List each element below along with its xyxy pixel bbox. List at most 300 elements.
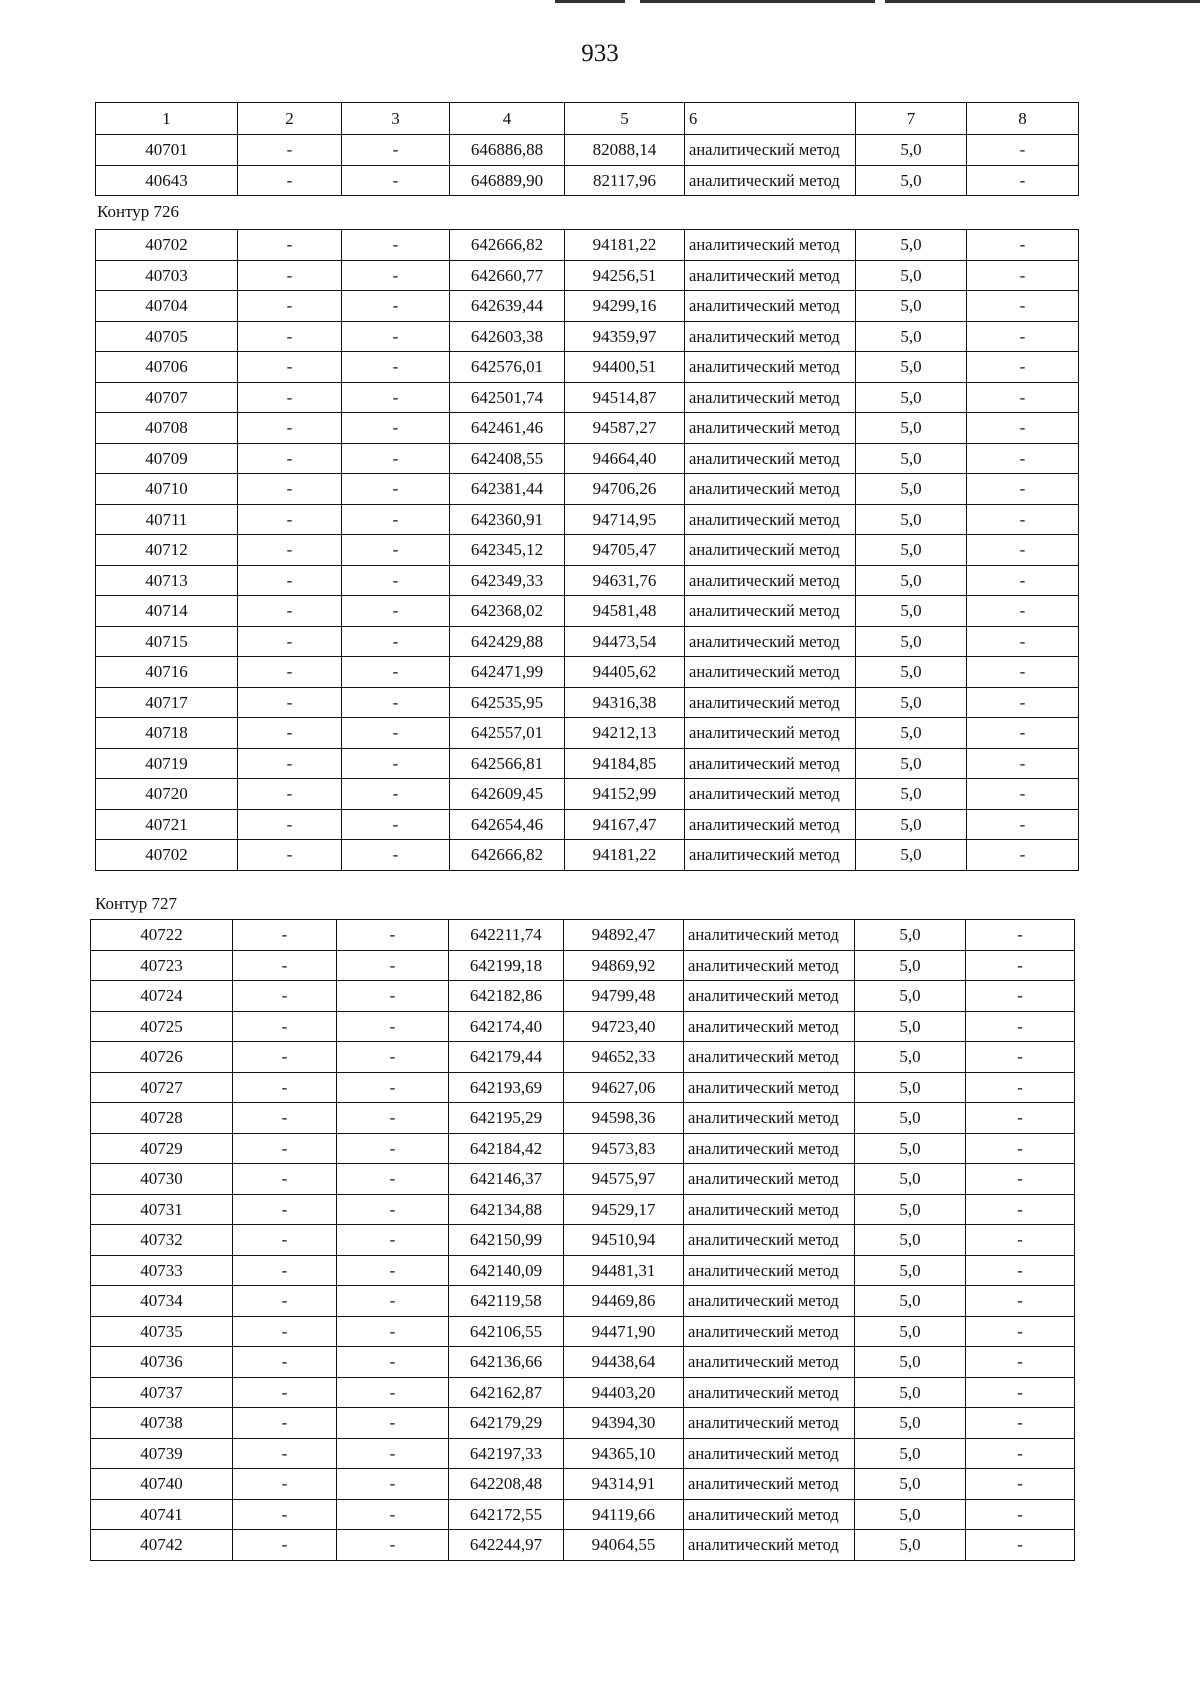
table-cell: 40709: [96, 443, 238, 474]
table-cell: -: [342, 657, 450, 688]
table-cell: -: [337, 981, 449, 1012]
table-row: [96, 718, 1079, 749]
table-row: [91, 1072, 1075, 1103]
table-cell: 40730: [91, 1164, 233, 1195]
table-cell: 642471,99: [450, 657, 565, 688]
table-cell: -: [233, 1469, 337, 1500]
coordinates-table-section-727: [90, 919, 1075, 1561]
table-cell: аналитический метод: [684, 1347, 855, 1378]
table-cell: -: [966, 1103, 1075, 1134]
table-cell: 94064,55: [564, 1530, 684, 1561]
table-cell: 94705,47: [565, 535, 685, 566]
table-cell: -: [967, 687, 1079, 718]
table-cell: 642244,97: [449, 1530, 564, 1561]
table-cell: 642174,40: [449, 1011, 564, 1042]
table-cell: аналитический метод: [684, 1438, 855, 1469]
table-cell: -: [238, 687, 342, 718]
table-cell: 94664,40: [565, 443, 685, 474]
table-cell: 5,0: [856, 596, 967, 627]
table-cell: 5,0: [856, 779, 967, 810]
table-cell: 5,0: [855, 1011, 966, 1042]
table-cell: -: [337, 1469, 449, 1500]
table-cell: 40734: [91, 1286, 233, 1317]
table-row: [91, 950, 1075, 981]
table-cell: -: [966, 1438, 1075, 1469]
table-cell: -: [238, 291, 342, 322]
table-cell: 642381,44: [450, 474, 565, 505]
table-cell: 94469,86: [564, 1286, 684, 1317]
table-cell: 5,0: [856, 291, 967, 322]
table-row: [91, 1133, 1075, 1164]
scan-edge-rule: [640, 0, 875, 3]
table-cell: 94598,36: [564, 1103, 684, 1134]
table-cell: 94405,62: [565, 657, 685, 688]
table-cell: -: [337, 950, 449, 981]
table-cell: 642535,95: [450, 687, 565, 718]
table-cell: 5,0: [855, 1255, 966, 1286]
table-cell: аналитический метод: [685, 504, 856, 535]
table-cell: 5,0: [855, 1499, 966, 1530]
scan-edge-rule: [555, 0, 625, 3]
table-cell: 5,0: [855, 1469, 966, 1500]
table-cell: -: [233, 1194, 337, 1225]
table-cell: -: [238, 657, 342, 688]
page-number: 933: [581, 40, 619, 67]
table-cell: -: [233, 920, 337, 951]
table-cell: 40724: [91, 981, 233, 1012]
coordinates-table-top: [95, 102, 1079, 196]
table-row: [91, 1225, 1075, 1256]
table-cell: аналитический метод: [684, 981, 855, 1012]
table-cell: 642639,44: [450, 291, 565, 322]
table-cell: 40715: [96, 626, 238, 657]
table-row: [91, 1438, 1075, 1469]
table-cell: -: [342, 748, 450, 779]
table-cell: 642106,55: [449, 1316, 564, 1347]
table-cell: 5,0: [856, 382, 967, 413]
table-cell: 94256,51: [565, 260, 685, 291]
table-cell: 5,0: [856, 535, 967, 566]
table-cell: аналитический метод: [685, 291, 856, 322]
table-row: [96, 809, 1079, 840]
table-row: [96, 135, 1079, 166]
table-cell: 5,0: [855, 920, 966, 951]
table-cell: -: [966, 1072, 1075, 1103]
table-cell: -: [238, 474, 342, 505]
table-cell: аналитический метод: [685, 840, 856, 871]
table-cell: -: [233, 1530, 337, 1561]
table-cell: -: [233, 981, 337, 1012]
table-cell: -: [238, 596, 342, 627]
table-cell: 5,0: [856, 352, 967, 383]
table-cell: 642162,87: [449, 1377, 564, 1408]
table-cell: 40705: [96, 321, 238, 352]
table-cell: 5,0: [855, 1438, 966, 1469]
table-cell: -: [238, 382, 342, 413]
table-cell: 40725: [91, 1011, 233, 1042]
table-cell: 642136,66: [449, 1347, 564, 1378]
table-row: [96, 565, 1079, 596]
table-cell: 5,0: [855, 950, 966, 981]
table-cell: 5,0: [856, 135, 967, 166]
table-cell: 40703: [96, 260, 238, 291]
table-cell: 5,0: [856, 657, 967, 688]
table-cell: аналитический метод: [684, 1530, 855, 1561]
table-cell: -: [238, 565, 342, 596]
table-cell: 40702: [96, 840, 238, 871]
table-cell: 94714,95: [565, 504, 685, 535]
table-cell: -: [966, 1133, 1075, 1164]
table-cell: -: [337, 1347, 449, 1378]
table-cell: аналитический метод: [684, 1164, 855, 1195]
table-cell: -: [967, 382, 1079, 413]
table-cell: аналитический метод: [684, 920, 855, 951]
table-cell: 40706: [96, 352, 238, 383]
table-row: [91, 1530, 1075, 1561]
table-cell: -: [233, 1042, 337, 1073]
table-cell: 94587,27: [565, 413, 685, 444]
table-cell: -: [966, 1469, 1075, 1500]
table-row: [91, 1377, 1075, 1408]
table-row: [91, 1469, 1075, 1500]
table-cell: -: [238, 504, 342, 535]
table-cell: 94400,51: [565, 352, 685, 383]
table-cell: 94473,54: [565, 626, 685, 657]
table-row: [96, 779, 1079, 810]
table-row: [96, 321, 1079, 352]
table-cell: 94359,97: [565, 321, 685, 352]
table-cell: 642199,18: [449, 950, 564, 981]
table-cell: -: [966, 981, 1075, 1012]
table-cell: аналитический метод: [685, 474, 856, 505]
table-cell: 5,0: [856, 260, 967, 291]
table-cell: 40742: [91, 1530, 233, 1561]
table-cell: 40702: [96, 230, 238, 261]
table-cell: 94152,99: [565, 779, 685, 810]
table-cell: 40713: [96, 565, 238, 596]
table-cell: 5,0: [855, 1133, 966, 1164]
table-cell: аналитический метод: [684, 1133, 855, 1164]
table-row: [96, 748, 1079, 779]
table-cell: -: [967, 321, 1079, 352]
table-cell: 94723,40: [564, 1011, 684, 1042]
table-cell: 642195,29: [449, 1103, 564, 1134]
table-cell: аналитический метод: [685, 687, 856, 718]
table-cell: -: [966, 1347, 1075, 1378]
table-cell: -: [342, 596, 450, 627]
table-cell: -: [238, 748, 342, 779]
table-cell: 642184,42: [449, 1133, 564, 1164]
table-cell: 642603,38: [450, 321, 565, 352]
table-cell: 40731: [91, 1194, 233, 1225]
column-header: 6: [685, 103, 856, 135]
table-cell: 40736: [91, 1347, 233, 1378]
table-cell: аналитический метод: [684, 1469, 855, 1500]
table-row: [96, 596, 1079, 627]
table-cell: -: [337, 1255, 449, 1286]
table-cell: 94471,90: [564, 1316, 684, 1347]
table-cell: -: [967, 443, 1079, 474]
table-row: [96, 165, 1079, 196]
table-cell: 642576,01: [450, 352, 565, 383]
table-cell: аналитический метод: [684, 1286, 855, 1317]
table-cell: 94514,87: [565, 382, 685, 413]
table-cell: 40719: [96, 748, 238, 779]
table-cell: -: [967, 165, 1079, 196]
table-cell: -: [967, 230, 1079, 261]
table-row: [91, 1408, 1075, 1439]
table-cell: аналитический метод: [685, 748, 856, 779]
table-cell: -: [238, 260, 342, 291]
table-cell: 642134,88: [449, 1194, 564, 1225]
table-cell: 40720: [96, 779, 238, 810]
table-cell: -: [966, 1286, 1075, 1317]
table-cell: 94167,47: [565, 809, 685, 840]
table-cell: аналитический метод: [684, 1225, 855, 1256]
table-cell: -: [238, 413, 342, 444]
table-cell: 646886,88: [450, 135, 565, 166]
table-cell: аналитический метод: [685, 718, 856, 749]
table-cell: 40737: [91, 1377, 233, 1408]
table-cell: аналитический метод: [684, 950, 855, 981]
table-cell: 94181,22: [565, 230, 685, 261]
table-cell: 40733: [91, 1255, 233, 1286]
table-row: [96, 687, 1079, 718]
table-cell: 40732: [91, 1225, 233, 1256]
table-cell: 642179,44: [449, 1042, 564, 1073]
table-cell: аналитический метод: [684, 1072, 855, 1103]
table-cell: -: [233, 1316, 337, 1347]
table-cell: 642660,77: [450, 260, 565, 291]
table-row: [96, 840, 1079, 871]
table-cell: 5,0: [856, 230, 967, 261]
table-cell: -: [966, 1408, 1075, 1439]
table-cell: 5,0: [855, 1530, 966, 1561]
table-cell: 40714: [96, 596, 238, 627]
table-cell: -: [337, 1103, 449, 1134]
table-cell: 40728: [91, 1103, 233, 1134]
table-cell: 82088,14: [565, 135, 685, 166]
table-row: [96, 382, 1079, 413]
table-cell: 5,0: [855, 1286, 966, 1317]
table-cell: 5,0: [856, 687, 967, 718]
table-cell: 94316,38: [565, 687, 685, 718]
table-cell: -: [967, 535, 1079, 566]
table-cell: -: [966, 1225, 1075, 1256]
table-cell: -: [337, 1133, 449, 1164]
table-cell: -: [337, 1042, 449, 1073]
table-row: [91, 1194, 1075, 1225]
table-cell: аналитический метод: [685, 230, 856, 261]
table-cell: -: [342, 321, 450, 352]
table-cell: 94394,30: [564, 1408, 684, 1439]
table-row: [96, 443, 1079, 474]
table-cell: 94799,48: [564, 981, 684, 1012]
table-cell: 94438,64: [564, 1347, 684, 1378]
table-cell: -: [233, 950, 337, 981]
table-cell: 642208,48: [449, 1469, 564, 1500]
table-cell: -: [337, 1377, 449, 1408]
table-cell: -: [238, 718, 342, 749]
table-row: [96, 260, 1079, 291]
column-header: 2: [238, 103, 342, 135]
table-cell: аналитический метод: [685, 779, 856, 810]
table-cell: -: [967, 504, 1079, 535]
table-cell: 40726: [91, 1042, 233, 1073]
table-row: [96, 535, 1079, 566]
table-header-row: [96, 103, 1079, 135]
table-cell: -: [967, 474, 1079, 505]
table-cell: 5,0: [856, 504, 967, 535]
table-cell: 642666,82: [450, 840, 565, 871]
table-cell: аналитический метод: [684, 1255, 855, 1286]
table-cell: -: [967, 260, 1079, 291]
table-cell: -: [342, 474, 450, 505]
table-cell: -: [238, 135, 342, 166]
table-cell: -: [342, 260, 450, 291]
table-row: [91, 1286, 1075, 1317]
table-cell: 40718: [96, 718, 238, 749]
table-cell: аналитический метод: [685, 260, 856, 291]
table-cell: 40722: [91, 920, 233, 951]
table-cell: -: [342, 718, 450, 749]
table-cell: -: [238, 443, 342, 474]
table-cell: -: [966, 1164, 1075, 1195]
table-cell: аналитический метод: [685, 809, 856, 840]
table-cell: 642501,74: [450, 382, 565, 413]
table-row: [91, 1499, 1075, 1530]
table-cell: 642566,81: [450, 748, 565, 779]
table-cell: -: [337, 1072, 449, 1103]
table-cell: 94869,92: [564, 950, 684, 981]
table-cell: -: [966, 950, 1075, 981]
table-cell: -: [967, 748, 1079, 779]
table-cell: аналитический метод: [685, 626, 856, 657]
table-cell: 642557,01: [450, 718, 565, 749]
table-cell: 94299,16: [565, 291, 685, 322]
table-cell: 5,0: [855, 1072, 966, 1103]
table-cell: -: [238, 626, 342, 657]
table-cell: -: [337, 1438, 449, 1469]
table-cell: -: [233, 1438, 337, 1469]
table-cell: -: [233, 1255, 337, 1286]
table-cell: -: [233, 1011, 337, 1042]
table-cell: -: [966, 1377, 1075, 1408]
table-cell: 5,0: [855, 981, 966, 1012]
table-cell: -: [342, 779, 450, 810]
table-cell: -: [337, 1225, 449, 1256]
column-header: 3: [342, 103, 450, 135]
table-cell: 40717: [96, 687, 238, 718]
table-row: [96, 626, 1079, 657]
table-row: [91, 1316, 1075, 1347]
table-cell: 5,0: [855, 1347, 966, 1378]
table-row: [96, 230, 1079, 261]
column-header: 1: [96, 103, 238, 135]
table-cell: 94627,06: [564, 1072, 684, 1103]
table-cell: -: [966, 1499, 1075, 1530]
table-cell: 40710: [96, 474, 238, 505]
table-cell: 40707: [96, 382, 238, 413]
table-cell: -: [967, 657, 1079, 688]
table-cell: -: [233, 1225, 337, 1256]
table-cell: 94481,31: [564, 1255, 684, 1286]
table-row: [91, 1347, 1075, 1378]
table-cell: -: [966, 920, 1075, 951]
table-cell: -: [233, 1347, 337, 1378]
table-row: [91, 1255, 1075, 1286]
table-cell: аналитический метод: [685, 596, 856, 627]
table-cell: -: [342, 809, 450, 840]
table-cell: 40716: [96, 657, 238, 688]
table-cell: -: [342, 413, 450, 444]
table-row: [96, 352, 1079, 383]
table-cell: -: [966, 1255, 1075, 1286]
table-cell: 642179,29: [449, 1408, 564, 1439]
table-cell: 642609,45: [450, 779, 565, 810]
table-cell: 642119,58: [449, 1286, 564, 1317]
table-cell: -: [967, 840, 1079, 871]
table-cell: 40740: [91, 1469, 233, 1500]
table-cell: 5,0: [856, 840, 967, 871]
table-cell: 40704: [96, 291, 238, 322]
table-cell: 94403,20: [564, 1377, 684, 1408]
table-cell: 94575,97: [564, 1164, 684, 1195]
table-cell: аналитический метод: [684, 1194, 855, 1225]
table-row: [91, 1042, 1075, 1073]
table-cell: -: [967, 291, 1079, 322]
table-cell: 642172,55: [449, 1499, 564, 1530]
table-cell: 642150,99: [449, 1225, 564, 1256]
table-cell: 94892,47: [564, 920, 684, 951]
table-row: [91, 1103, 1075, 1134]
table-cell: -: [342, 443, 450, 474]
table-cell: -: [342, 535, 450, 566]
table-cell: аналитический метод: [684, 1408, 855, 1439]
table-cell: 94365,10: [564, 1438, 684, 1469]
table-cell: аналитический метод: [684, 1499, 855, 1530]
table-cell: 40712: [96, 535, 238, 566]
table-cell: -: [233, 1499, 337, 1530]
table-cell: 642345,12: [450, 535, 565, 566]
table-cell: -: [233, 1286, 337, 1317]
table-cell: -: [966, 1194, 1075, 1225]
table-cell: -: [342, 291, 450, 322]
table-row: [96, 657, 1079, 688]
table-cell: 642197,33: [449, 1438, 564, 1469]
table-cell: аналитический метод: [684, 1316, 855, 1347]
table-cell: 5,0: [856, 626, 967, 657]
table-cell: 642666,82: [450, 230, 565, 261]
table-cell: -: [337, 1194, 449, 1225]
table-cell: -: [233, 1072, 337, 1103]
table-cell: -: [342, 352, 450, 383]
table-cell: 5,0: [855, 1042, 966, 1073]
table-cell: -: [967, 809, 1079, 840]
table-cell: 5,0: [856, 443, 967, 474]
table-cell: 642368,02: [450, 596, 565, 627]
table-row: [91, 1011, 1075, 1042]
table-cell: -: [233, 1164, 337, 1195]
table-cell: -: [238, 535, 342, 566]
table-cell: 94652,33: [564, 1042, 684, 1073]
table-cell: -: [342, 626, 450, 657]
table-cell: -: [238, 321, 342, 352]
table-cell: -: [238, 809, 342, 840]
table-cell: -: [238, 779, 342, 810]
table-cell: 5,0: [856, 321, 967, 352]
table-cell: -: [342, 565, 450, 596]
